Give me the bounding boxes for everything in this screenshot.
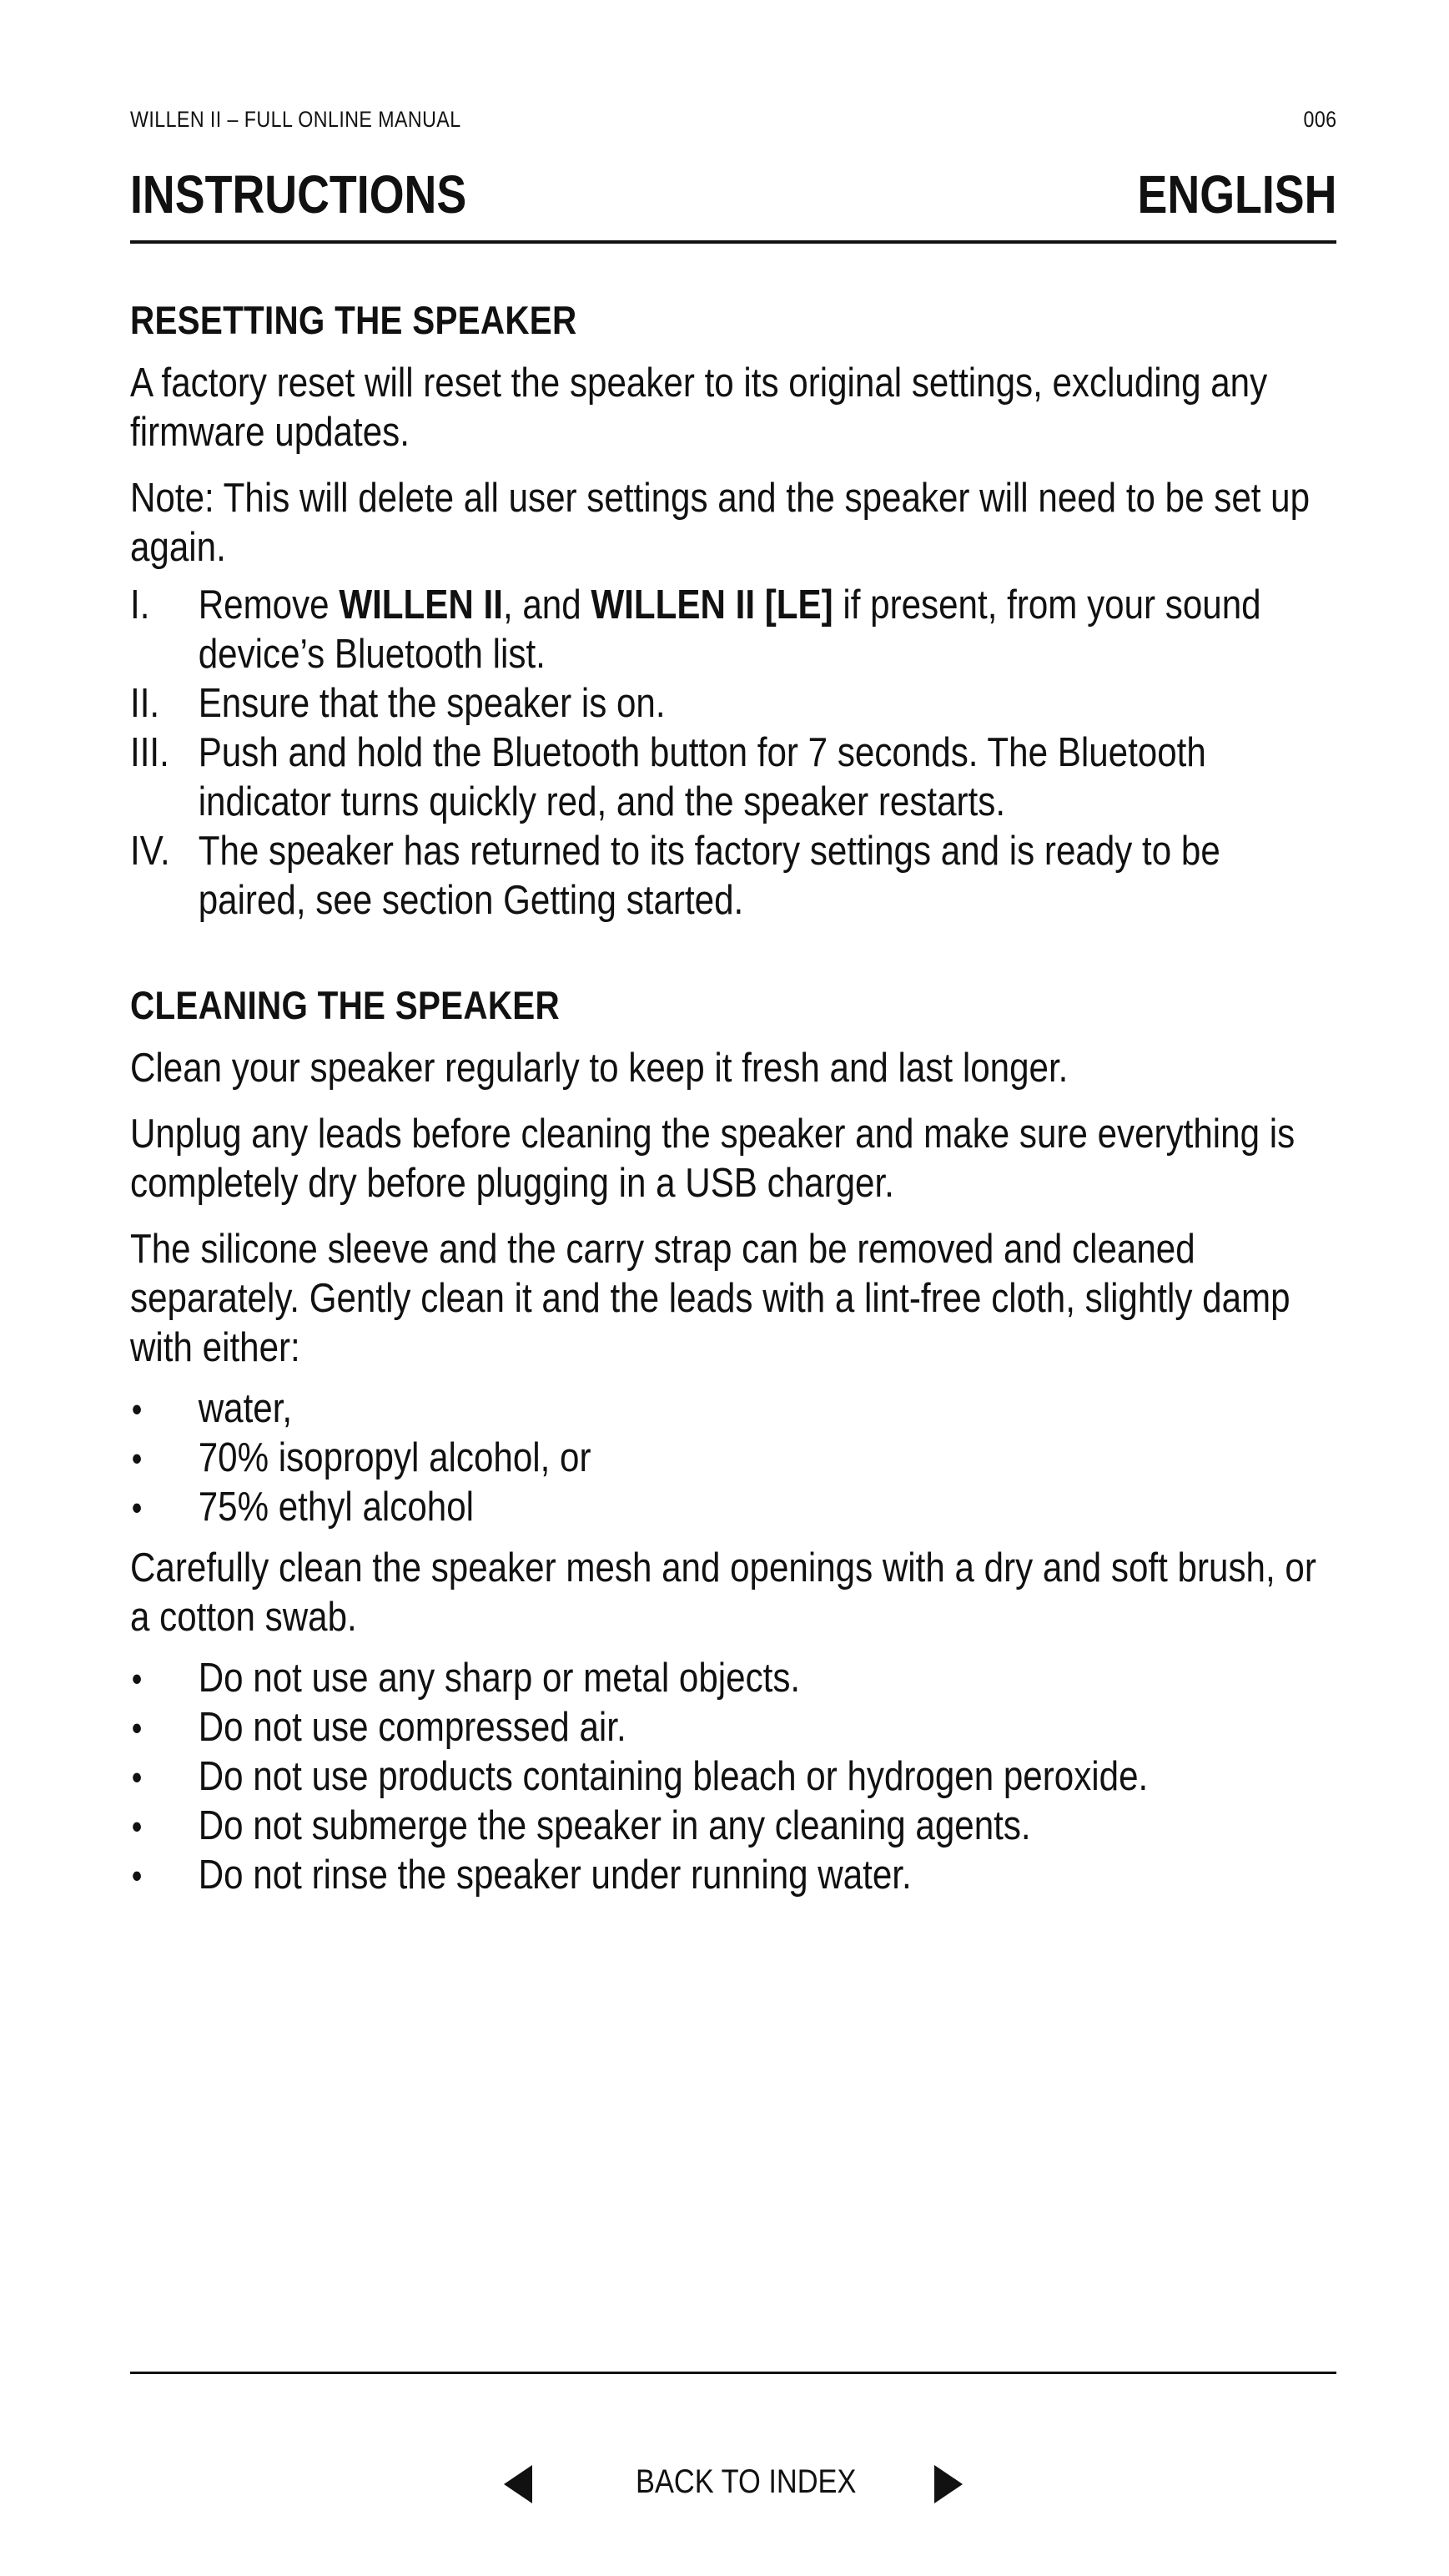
agent-text: 75% ethyl alcohol [198, 1485, 475, 1530]
bullet-icon: • [131, 1439, 143, 1478]
step-number: I. [130, 582, 150, 628]
bullet-icon: • [131, 1807, 143, 1846]
bullet-icon: • [131, 1757, 143, 1797]
page-header [130, 164, 1336, 230]
bullet-icon: • [131, 1488, 143, 1527]
back-to-index-link[interactable]: BACK TO INDEX [636, 2463, 857, 2500]
footer-nav [130, 2460, 1336, 2510]
list-item [130, 1703, 1337, 1752]
cleaning-mesh: Carefully clean the speaker mesh and openings with a dry and soft brush, or a cotton swab. [130, 1545, 1316, 1640]
language-label: ENGLISH [1137, 164, 1336, 224]
product-name: WILLEN II [339, 582, 503, 628]
list-item [130, 679, 1337, 728]
bullet-icon: • [131, 1389, 143, 1429]
warning-text: Do not use any sharp or metal objects. [198, 1656, 801, 1701]
warning-text: Do not submerge the speaker in any cleaning agents. [198, 1803, 1031, 1848]
list-item [130, 1802, 1337, 1851]
footer-divider [130, 2372, 1336, 2374]
list-item [130, 728, 1337, 827]
cleaning-agents [130, 1384, 1337, 1532]
bullet-icon: • [131, 1856, 143, 1895]
bullet-icon: • [131, 1659, 143, 1698]
step-number: III. [130, 730, 169, 775]
manual-title: WILLEN II – FULL ONLINE MANUAL [130, 107, 461, 132]
step-text: , and [502, 582, 591, 628]
step-text: Push and hold the Bluetooth button for 7 seconds. The Bluetooth indicator turns quickly red, and the speaker restarts. [198, 730, 1206, 824]
list-item [130, 1483, 1337, 1532]
cleaning-heading: CLEANING THE SPEAKER [130, 983, 560, 1027]
list-item [130, 1434, 1337, 1483]
manual-page [130, 0, 1336, 2576]
agent-text: 70% isopropyl alcohol, or [198, 1435, 591, 1480]
reset-steps [130, 581, 1337, 925]
list-item [130, 1851, 1337, 1900]
warning-text: Do not use products containing bleach or hydrogen peroxide. [198, 1754, 1149, 1799]
agent-text: water, [198, 1386, 293, 1431]
warning-text: Do not use compressed air. [198, 1705, 626, 1750]
list-item [130, 581, 1337, 679]
triangle-left-icon[interactable] [504, 2465, 532, 2503]
reset-heading: RESETTING THE SPEAKER [130, 298, 577, 342]
step-text: Remove [198, 582, 340, 628]
list-item [130, 1654, 1337, 1703]
cleaning-unplug: Unplug any leads before cleaning the speaker and make sure everything is completely dry before plugging in a USB charger. [130, 1112, 1296, 1206]
step-number: II. [130, 681, 160, 726]
section-title: INSTRUCTIONS [130, 164, 467, 224]
list-item [130, 1384, 1337, 1434]
list-item [130, 827, 1337, 925]
page-number: 006 [1303, 107, 1337, 132]
bullet-icon: • [131, 1708, 143, 1747]
content [130, 295, 1336, 1900]
cleaning-sleeve: The silicone sleeve and the carry strap can be removed and cleaned separately. Gently clean it and the leads with a lint-free cloth, slightly damp with either: [130, 1227, 1291, 1370]
running-head [130, 107, 1337, 133]
step-text: if present, from your sound device’s Bluetooth list. [198, 582, 1261, 677]
step-text: The speaker has returned to its factory settings and is ready to be paired, see section Getting started. [198, 829, 1220, 923]
reset-intro: A factory reset will reset the speaker to its original settings, excluding any firmware updates. [130, 360, 1268, 455]
product-name-le: WILLEN II [LE] [591, 582, 833, 628]
step-number: IV. [130, 829, 170, 874]
triangle-right-icon[interactable] [934, 2465, 963, 2503]
step-text: Ensure that the speaker is on. [198, 681, 666, 726]
cleaning-warnings [130, 1654, 1337, 1900]
cleaning-intro: Clean your speaker regularly to keep it fresh and last longer. [130, 1046, 1069, 1091]
reset-note: Note: This will delete all user settings and the speaker will need to be set up again. [130, 476, 1311, 570]
list-item [130, 1752, 1337, 1802]
header-divider [130, 240, 1336, 244]
warning-text: Do not rinse the speaker under running water. [198, 1853, 912, 1898]
